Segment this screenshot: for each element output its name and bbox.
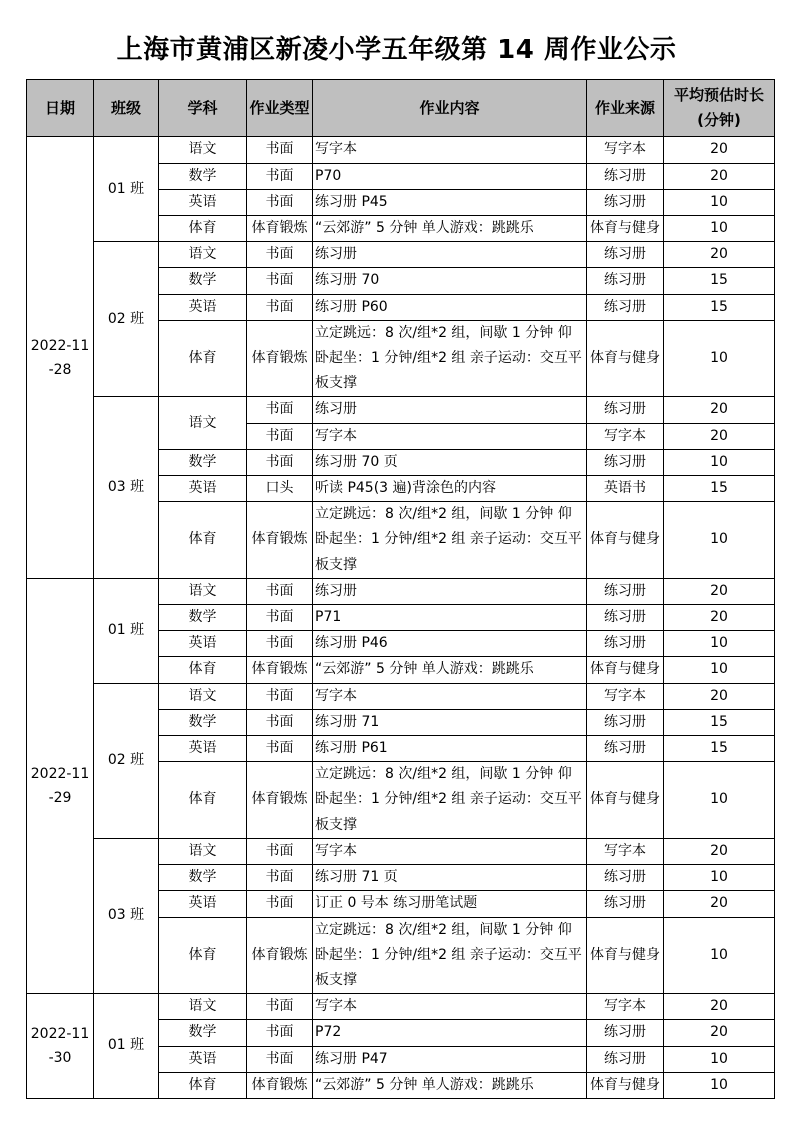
duration-cell: 20 [664, 838, 775, 864]
content-cell: 练习册 [313, 578, 587, 604]
duration-cell: 10 [664, 502, 775, 579]
subject-cell: 数学 [159, 449, 247, 475]
type-cell: 书面 [247, 709, 313, 735]
source-cell: 练习册 [587, 709, 664, 735]
type-cell: 书面 [247, 294, 313, 320]
subject-cell: 英语 [159, 476, 247, 502]
source-cell: 写字本 [587, 423, 664, 449]
table-row [27, 994, 775, 1020]
type-cell: 书面 [247, 891, 313, 917]
table-row [27, 838, 775, 864]
duration-cell: 20 [664, 994, 775, 1020]
source-cell: 练习册 [587, 268, 664, 294]
content-cell: 订正 0 号本 练习册笔试题 [313, 891, 587, 917]
table-row [27, 683, 775, 709]
source-cell: 写字本 [587, 838, 664, 864]
type-cell: 书面 [247, 631, 313, 657]
subject-cell: 英语 [159, 189, 247, 215]
content-cell: 练习册 P60 [313, 294, 587, 320]
content-cell: 写字本 [313, 683, 587, 709]
source-cell: 练习册 [587, 163, 664, 189]
content-cell: 写字本 [313, 994, 587, 1020]
type-cell: 体育锻炼 [247, 216, 313, 242]
source-cell: 练习册 [587, 1020, 664, 1046]
subject-cell: 英语 [159, 294, 247, 320]
duration-cell: 20 [664, 423, 775, 449]
subject-cell: 数学 [159, 709, 247, 735]
source-cell: 写字本 [587, 994, 664, 1020]
duration-cell: 10 [664, 631, 775, 657]
content-cell: 立定跳远：8 次/组*2 组，间歇 1 分钟 仰卧起坐：1 分钟/组*2 组 亲子运动：交互平板支撑 [313, 502, 587, 579]
content-cell: 练习册 P45 [313, 189, 587, 215]
subject-cell: 英语 [159, 631, 247, 657]
duration-cell: 20 [664, 578, 775, 604]
subject-cell: 英语 [159, 891, 247, 917]
source-cell: 练习册 [587, 294, 664, 320]
subject-cell: 数学 [159, 865, 247, 891]
subject-cell: 语文 [159, 683, 247, 709]
type-cell: 书面 [247, 137, 313, 163]
content-cell: P70 [313, 163, 587, 189]
content-cell: “云郊游” 5 分钟 单人游戏：跳跳乐 [313, 657, 587, 683]
subject-cell: 数学 [159, 1020, 247, 1046]
table-row [27, 137, 775, 163]
duration-cell: 15 [664, 736, 775, 762]
source-cell: 练习册 [587, 736, 664, 762]
type-cell: 书面 [247, 423, 313, 449]
homework-body [27, 137, 775, 1099]
subject-cell: 体育 [159, 320, 247, 397]
duration-cell: 20 [664, 397, 775, 423]
type-cell: 体育锻炼 [247, 1072, 313, 1098]
duration-cell: 20 [664, 891, 775, 917]
content-cell: 练习册 P46 [313, 631, 587, 657]
source-cell: 写字本 [587, 683, 664, 709]
content-cell: 写字本 [313, 137, 587, 163]
type-cell: 书面 [247, 838, 313, 864]
type-cell: 书面 [247, 578, 313, 604]
duration-cell: 20 [664, 683, 775, 709]
header-row [27, 80, 775, 137]
duration-cell: 10 [664, 189, 775, 215]
content-cell: 练习册 70 [313, 268, 587, 294]
duration-cell: 10 [664, 917, 775, 994]
header-duration: 平均预估时长(分钟) [664, 80, 775, 137]
subject-cell: 数学 [159, 605, 247, 631]
subject-cell: 数学 [159, 268, 247, 294]
type-cell: 书面 [247, 397, 313, 423]
source-cell: 练习册 [587, 865, 664, 891]
subject-cell: 语文 [159, 578, 247, 604]
page-title: 上海市黄浦区新凌小学五年级第 14 周作业公示 [116, 35, 677, 65]
source-cell: 练习册 [587, 891, 664, 917]
source-cell: 练习册 [587, 242, 664, 268]
class-cell: 01 班 [94, 994, 159, 1099]
type-cell: 口头 [247, 476, 313, 502]
class-cell: 02 班 [94, 242, 159, 397]
content-cell: 立定跳远：8 次/组*2 组，间歇 1 分钟 仰卧起坐：1 分钟/组*2 组 亲子运动：交互平板支撑 [313, 320, 587, 397]
subject-cell: 语文 [159, 397, 247, 449]
date-cell: 2022-11-29 [27, 578, 94, 993]
duration-cell: 20 [664, 137, 775, 163]
class-cell: 03 班 [94, 397, 159, 578]
content-cell: 写字本 [313, 423, 587, 449]
source-cell: 练习册 [587, 578, 664, 604]
subject-cell: 语文 [159, 242, 247, 268]
subject-cell: 语文 [159, 994, 247, 1020]
duration-cell: 10 [664, 216, 775, 242]
duration-cell: 10 [664, 657, 775, 683]
source-cell: 练习册 [587, 605, 664, 631]
subject-cell: 体育 [159, 657, 247, 683]
type-cell: 体育锻炼 [247, 917, 313, 994]
source-cell: 体育与健身 [587, 320, 664, 397]
source-cell: 体育与健身 [587, 216, 664, 242]
duration-cell: 15 [664, 709, 775, 735]
subject-cell: 体育 [159, 502, 247, 579]
subject-cell: 体育 [159, 762, 247, 839]
content-cell: P71 [313, 605, 587, 631]
table-row [27, 578, 775, 604]
content-cell: 练习册 [313, 397, 587, 423]
source-cell: 写字本 [587, 137, 664, 163]
duration-cell: 20 [664, 242, 775, 268]
type-cell: 书面 [247, 736, 313, 762]
source-cell: 练习册 [587, 397, 664, 423]
source-cell: 练习册 [587, 1046, 664, 1072]
duration-cell: 10 [664, 865, 775, 891]
type-cell: 书面 [247, 1020, 313, 1046]
duration-cell: 20 [664, 1020, 775, 1046]
content-cell: 练习册 P47 [313, 1046, 587, 1072]
source-cell: 体育与健身 [587, 762, 664, 839]
homework-table [26, 79, 775, 1099]
date-cell: 2022-11-28 [27, 137, 94, 578]
header-type: 作业类型 [247, 80, 313, 137]
header-source: 作业来源 [587, 80, 664, 137]
subject-cell: 英语 [159, 736, 247, 762]
subject-cell: 英语 [159, 1046, 247, 1072]
type-cell: 体育锻炼 [247, 657, 313, 683]
duration-cell: 20 [664, 605, 775, 631]
source-cell: 英语书 [587, 476, 664, 502]
content-cell: “云郊游” 5 分钟 单人游戏：跳跳乐 [313, 216, 587, 242]
type-cell: 书面 [247, 242, 313, 268]
type-cell: 书面 [247, 268, 313, 294]
subject-cell: 体育 [159, 1072, 247, 1098]
table-row [27, 242, 775, 268]
class-cell: 02 班 [94, 683, 159, 838]
content-cell: 练习册 71 [313, 709, 587, 735]
source-cell: 体育与健身 [587, 502, 664, 579]
subject-cell: 体育 [159, 216, 247, 242]
type-cell: 书面 [247, 189, 313, 215]
source-cell: 练习册 [587, 449, 664, 475]
subject-cell: 语文 [159, 137, 247, 163]
header-content: 作业内容 [313, 80, 587, 137]
subject-cell: 数学 [159, 163, 247, 189]
type-cell: 书面 [247, 449, 313, 475]
type-cell: 书面 [247, 994, 313, 1020]
duration-cell: 10 [664, 1046, 775, 1072]
content-cell: 练习册 70 页 [313, 449, 587, 475]
source-cell: 练习册 [587, 189, 664, 215]
table-row [27, 397, 775, 423]
type-cell: 体育锻炼 [247, 502, 313, 579]
class-cell: 03 班 [94, 838, 159, 993]
header-date: 日期 [27, 80, 94, 137]
duration-cell: 10 [664, 1072, 775, 1098]
type-cell: 书面 [247, 683, 313, 709]
class-cell: 01 班 [94, 137, 159, 242]
duration-cell: 10 [664, 320, 775, 397]
duration-cell: 15 [664, 476, 775, 502]
duration-cell: 10 [664, 449, 775, 475]
content-cell: P72 [313, 1020, 587, 1046]
duration-cell: 20 [664, 163, 775, 189]
duration-cell: 10 [664, 762, 775, 839]
source-cell: 体育与健身 [587, 917, 664, 994]
type-cell: 书面 [247, 1046, 313, 1072]
type-cell: 书面 [247, 163, 313, 189]
class-cell: 01 班 [94, 578, 159, 683]
content-cell: 听读 P45(3 遍)背涂色的内容 [313, 476, 587, 502]
subject-cell: 体育 [159, 917, 247, 994]
content-cell: 立定跳远：8 次/组*2 组，间歇 1 分钟 仰卧起坐：1 分钟/组*2 组 亲子运动：交互平板支撑 [313, 762, 587, 839]
content-cell: 练习册 P61 [313, 736, 587, 762]
duration-cell: 15 [664, 268, 775, 294]
content-cell: “云郊游” 5 分钟 单人游戏：跳跳乐 [313, 1072, 587, 1098]
header-subject: 学科 [159, 80, 247, 137]
content-cell: 练习册 71 页 [313, 865, 587, 891]
source-cell: 练习册 [587, 631, 664, 657]
source-cell: 体育与健身 [587, 1072, 664, 1098]
subject-cell: 语文 [159, 838, 247, 864]
header-class: 班级 [94, 80, 159, 137]
type-cell: 体育锻炼 [247, 320, 313, 397]
content-cell: 立定跳远：8 次/组*2 组，间歇 1 分钟 仰卧起坐：1 分钟/组*2 组 亲子运动：交互平板支撑 [313, 917, 587, 994]
source-cell: 体育与健身 [587, 657, 664, 683]
duration-cell: 15 [664, 294, 775, 320]
content-cell: 练习册 [313, 242, 587, 268]
type-cell: 体育锻炼 [247, 762, 313, 839]
type-cell: 书面 [247, 605, 313, 631]
type-cell: 书面 [247, 865, 313, 891]
date-cell: 2022-11-30 [27, 994, 94, 1099]
content-cell: 写字本 [313, 838, 587, 864]
